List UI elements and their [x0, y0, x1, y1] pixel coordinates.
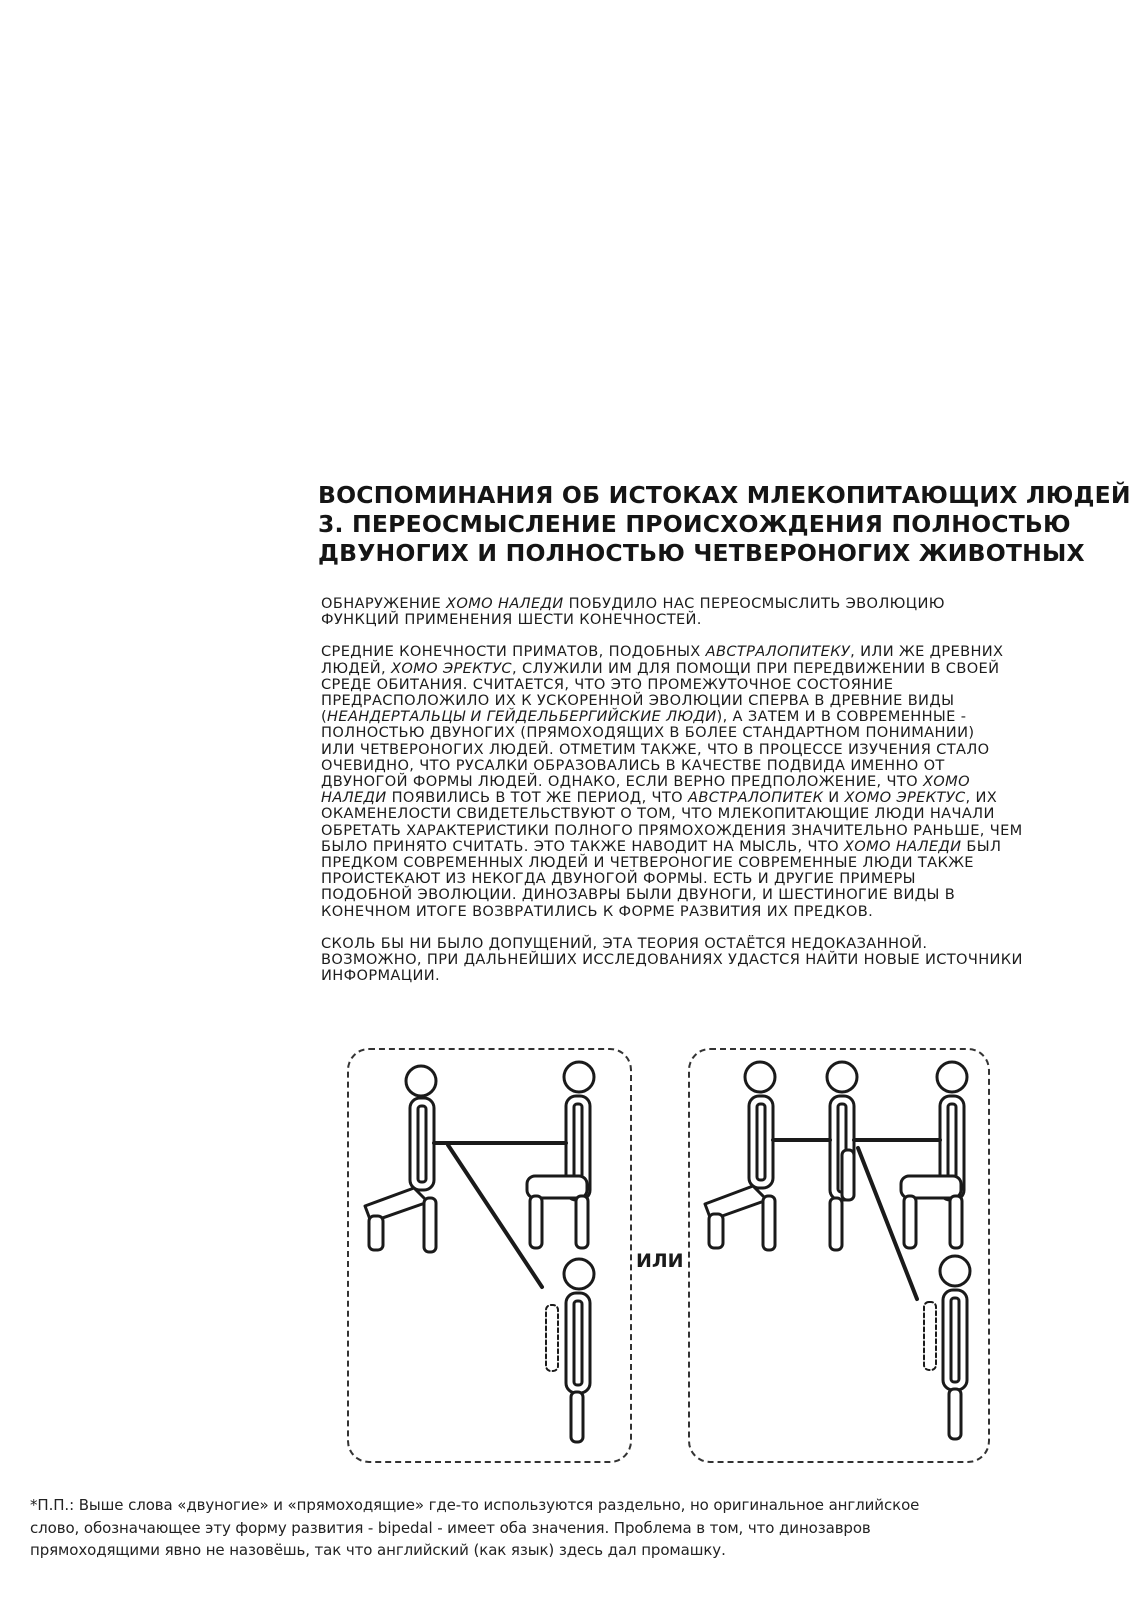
biped-figure — [924, 1256, 970, 1439]
text-run: И — [823, 789, 845, 807]
italic-term: НАЛЕДИ — [321, 789, 387, 807]
text-run: ЛЮДЕЙ, — [321, 659, 391, 677]
text-run: , ИЛИ ЖЕ ДРЕВНИХ — [850, 643, 1004, 661]
translator-footnote — [30, 1494, 1110, 1562]
text-run: СРЕДНИЕ КОНЕЧНОСТИ ПРИМАТОВ, ПОДОБНЫХ — [321, 643, 706, 661]
text-run: ПОБУДИЛО НАС ПЕРЕОСМЫСЛИТЬ ЭВОЛЮЦИЮ — [563, 595, 945, 612]
title-line-1: ВОСПОМИНАНИЯ ОБ ИСТОКАХ МЛЕКОПИТАЮЩИХ ЛЮДЕЙ — [318, 481, 1131, 509]
title-line-3: ДВУНОГИХ И ПОЛНОСТЬЮ ЧЕТВЕРОНОГИХ ЖИВОТНЫХ — [318, 539, 1085, 567]
text-run: БЫЛО ПРИНЯТО СЧИТАТЬ. ЭТО ТАКЖЕ НАВОДИТ НА МЫСЛЬ, ЧТО — [321, 837, 844, 855]
text-line: ИНФОРМАЦИИ. — [321, 967, 440, 985]
quadruped-figure — [365, 1066, 436, 1252]
footnote-line: слово, обозначающее эту форму развития - bipedal - имеет оба значения. Проблема в том, что динозавров — [30, 1518, 871, 1537]
text-line: ОЧЕВИДНО, ЧТО РУСАЛКИ ОБРАЗОВАЛИСЬ В КАЧЕСТВЕ ПОДВИДА ИМЕННО ОТ — [321, 756, 945, 774]
italic-term: ХОМО ЭРЕКТУС — [844, 789, 966, 807]
text-run: ОБНАРУЖЕНИЕ — [321, 595, 447, 612]
text-line: ИЛИ ЧЕТВЕРОНОГИХ ЛЮДЕЙ. ОТМЕТИМ ТАКЖЕ, ЧТО В ПРОЦЕССЕ ИЗУЧЕНИЯ СТАЛО — [321, 740, 990, 758]
or-label: ИЛИ — [636, 1250, 684, 1272]
hexapod-figure — [827, 1062, 857, 1250]
text-line: СРЕДЕ ОБИТАНИЯ. СЧИТАЕТСЯ, ЧТО ЭТО ПРОМЕЖУТОЧНОЕ СОСТОЯНИЕ — [321, 675, 894, 693]
text-line: ПОЛНОСТЬЮ ДВУНОГИХ (ПРЯМОХОДЯЩИХ В БОЛЕЕ СТАНДАРТНОМ ПОНИМАНИИ) — [321, 724, 975, 742]
text-run: ПОЯВИЛИСЬ В ТОТ ЖЕ ПЕРИОД, ЧТО — [386, 789, 688, 807]
quadruped-figure — [705, 1062, 775, 1250]
text-run: , ИХ — [965, 789, 998, 807]
text-line: КОНЕЧНОМ ИТОГЕ ВОЗВРАТИЛИСЬ К ФОРМЕ РАЗВИТИЯ ИХ ПРЕДКОВ. — [321, 902, 874, 920]
text-line: ПРОИСТЕКАЮТ ИЗ НЕКОГДА ДВУНОГОЙ ФОРМЫ. ЕСТЬ И ДРУГИЕ ПРИМЕРЫ — [321, 870, 916, 888]
italic-term: ХОМО ЭРЕКТУС — [391, 659, 512, 677]
text-line: ОБРЕТАТЬ ХАРАКТЕРИСТИКИ ПОЛНОГО ПРЯМОХОЖДЕНИЯ ЗНАЧИТЕЛЬНО РАНЬШЕ, ЧЕМ — [321, 821, 1023, 839]
footnote-line: прямоходящими явно не назовёшь, так что английский (как язык) здесь дал промашку. — [30, 1541, 726, 1559]
italic-term: ХОМО — [922, 773, 970, 791]
italic-term: НЕАНДЕРТАЛЬЦЫ И ГЕЙДЕЛЬБЕРГИЙСКИЕ ЛЮДИ — [327, 708, 717, 726]
italic-term: ХОМО НАЛЕДИ — [446, 595, 564, 612]
text-run: БЫЛ — [961, 837, 1002, 855]
text-run: ДВУНОГОЙ ФОРМЫ ЛЮДЕЙ. ОДНАКО, ЕСЛИ ВЕРНО ПРЕДПОЛОЖЕНИЕ, ЧТО — [321, 773, 923, 791]
title-line-2: 3. ПЕРЕОСМЫСЛЕНИЕ ПРОИСХОЖДЕНИЯ ПОЛНОСТЬЮ — [318, 510, 1071, 538]
italic-term: АВСТРАЛОПИТЕКУ — [705, 643, 851, 661]
italic-term: ХОМО НАЛЕДИ — [843, 837, 962, 855]
text-line: ОКАМЕНЕЛОСТИ СВИДЕТЕЛЬСТВУЮТ О ТОМ, ЧТО МЛЕКОПИТАЮЩИЕ ЛЮДИ НАЧАЛИ — [321, 805, 995, 823]
evolution-lines-left — [434, 1143, 566, 1287]
centaur-figure — [901, 1062, 967, 1248]
biped-figure — [546, 1259, 594, 1442]
text-line: ПРЕДКОМ СОВРЕМЕННЫХ ЛЮДЕЙ И ЧЕТВЕРОНОГИЕ СОВРЕМЕННЫЕ ЛЮДИ ТАКЖЕ — [321, 854, 974, 872]
text-run: ( — [321, 708, 328, 726]
text-line: ПРЕДРАСПОЛОЖИЛО ИХ К УСКОРЕННОЙ ЭВОЛЮЦИИ СПЕРВА В ДРЕВНИЕ ВИДЫ — [321, 692, 955, 710]
text-line: ФУНКЦИЙ ПРИМЕНЕНИЯ ШЕСТИ КОНЕЧНОСТЕЙ. — [321, 611, 702, 629]
text-line: ВОЗМОЖНО, ПРИ ДАЛЬНЕЙШИХ ИССЛЕДОВАНИЯХ УДАСТСЯ НАЙТИ НОВЫЕ ИСТОЧНИКИ — [321, 951, 1023, 969]
footnote-line: *П.П.: Выше слова «двуногие» и «прямоходящие» где-то используются раздельно, но оригинальное английское — [30, 1496, 920, 1514]
text-line: ПОДОБНОЙ ЭВОЛЮЦИИ. ДИНОЗАВРЫ БЫЛИ ДВУНОГИ, И ШЕСТИНОГИЕ ВИДЫ В — [321, 886, 956, 904]
text-run: , СЛУЖИЛИ ИМ ДЛЯ ПОМОЩИ ПРИ ПЕРЕДВИЖЕНИИ В СВОЕЙ — [511, 659, 1000, 677]
centaur-figure — [527, 1062, 594, 1248]
text-run: ), А ЗАТЕМ И В СОВРЕМЕННЫЕ - — [716, 708, 967, 726]
text-line: СКОЛЬ БЫ НИ БЫЛО ДОПУЩЕНИЙ, ЭТА ТЕОРИЯ ОСТАЁТСЯ НЕДОКАЗАННОЙ. — [321, 934, 928, 952]
italic-term: АВСТРАЛОПИТЕК — [688, 789, 824, 807]
